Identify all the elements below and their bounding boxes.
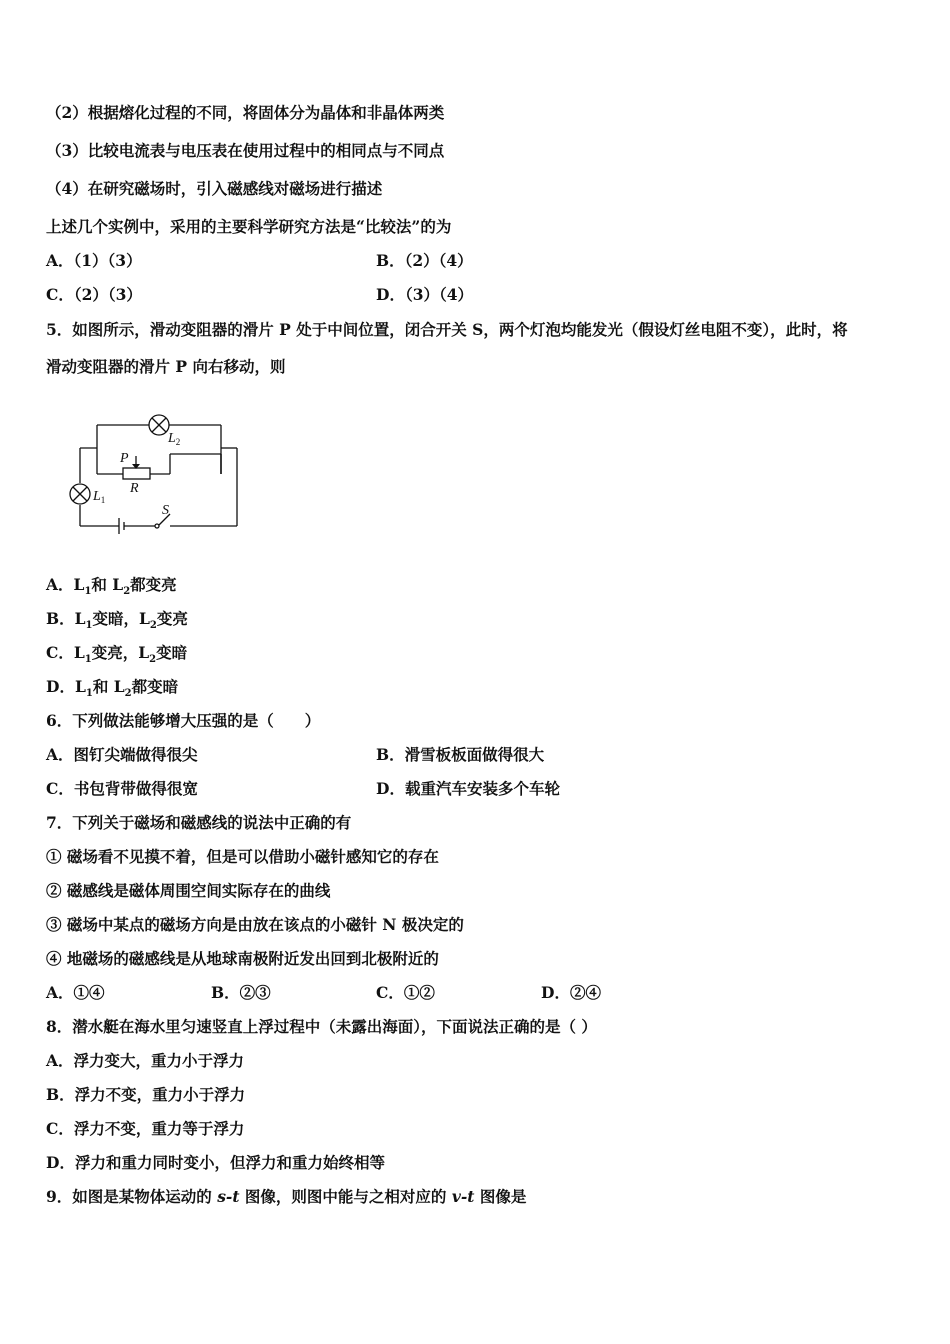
q7-statement-1: ① 磁场看不见摸不着，但是可以借助小磁针感知它的存在 [46,847,439,866]
q6-option-c: C．书包背带做得很宽 [46,779,198,798]
q6-option-a: A．图钉尖端做得很尖 [46,745,198,764]
label-s: S [162,503,169,518]
q7-option-a: A．①④ [46,983,105,1002]
statement-4: （4）在研究磁场时，引入磁感线对磁场进行描述 [46,179,383,198]
q8-option-d: D．浮力和重力同时变小，但浮力和重力始终相等 [46,1153,385,1172]
circuit-diagram [66,404,246,544]
question-6-stem: 6．下列做法能够增大压强的是（ ） [46,711,321,730]
q4-option-c: C．（2）（3） [46,285,142,304]
question-5-stem-line2: 滑动变阻器的滑片 P 向右移动，则 [46,357,286,376]
question-7-stem: 7．下列关于磁场和磁感线的说法中正确的有 [46,813,352,832]
q6-option-d: D．载重汽车安装多个车轮 [376,779,560,798]
q5-option-d: D．$L_1$和 $L_2$都变暗 [46,677,179,700]
statement-2: （2）根据熔化过程的不同，将固体分为晶体和非晶体两类 [46,103,445,122]
q7-statement-4: ④ 地磁场的磁感线是从地球南极附近发出回到北极附近的 [46,949,439,968]
label-l2: $L_2$ [168,431,181,447]
q5-option-b: B．$L_1$变暗，$L_2$变亮 [46,609,188,632]
q4-option-d: D．（3）（4） [376,285,474,304]
q4-option-b: B．（2）（4） [376,251,473,270]
q4-option-a: A．（1）（3） [46,251,142,270]
question-4-stem: 上述几个实例中，采用的主要科学研究方法是“比较法”的为 [46,217,452,236]
q5-option-a: A．$L_1$和 $L_2$都变亮 [46,575,177,598]
q6-option-b: B．滑雪板板面做得很大 [376,745,545,764]
q8-option-a: A．浮力变大，重力小于浮力 [46,1051,245,1070]
q7-statement-3: ③ 磁场中某点的磁场方向是由放在该点的小磁针 N 极决定的 [46,915,464,934]
q7-option-c: C．①② [376,983,435,1002]
label-l1: $L_1$ [93,489,106,505]
q7-option-b: B．②③ [211,983,271,1002]
question-8-stem: 8．潜水艇在海水里匀速竖直上浮过程中（未露出海面），下面说法正确的是（ ） [46,1017,597,1036]
label-r: R [130,481,139,496]
question-5-stem-line1: 5．如图所示，滑动变阻器的滑片 P 处于中间位置，闭合开关 S，两个灯泡均能发光（假设灯丝电阻不变），此时，将 [46,320,848,339]
q8-option-b: B．浮力不变，重力小于浮力 [46,1085,246,1104]
q5-option-c: C．$L_1$变亮，$L_2$变暗 [46,643,188,666]
q7-option-d: D．②④ [541,983,601,1002]
label-p: P [120,451,129,466]
question-9-stem: 9．如图是某物体运动的 s-t 图像，则图中能与之相对应的 v-t 图像是 [46,1187,527,1206]
q8-option-c: C．浮力不变，重力等于浮力 [46,1119,245,1138]
q7-statement-2: ② 磁感线是磁体周围空间实际存在的曲线 [46,881,331,900]
statement-3: （3）比较电流表与电压表在使用过程中的相同点与不同点 [46,141,445,160]
